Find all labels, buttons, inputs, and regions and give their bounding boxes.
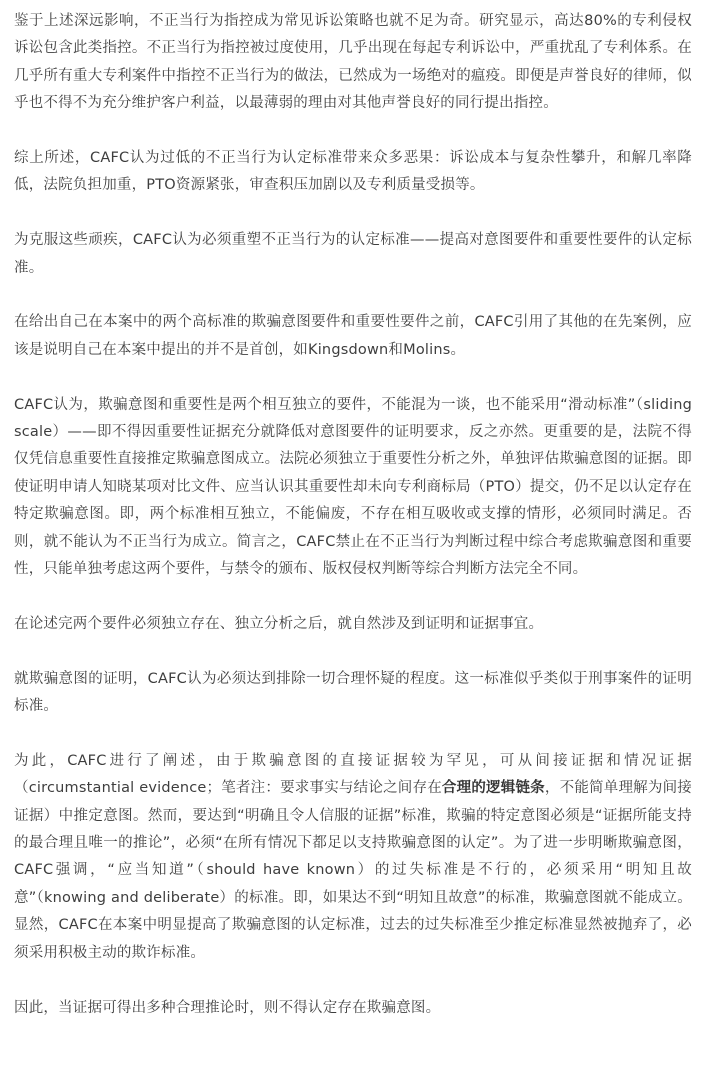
paragraph-3: 为克服这些顽疾，CAFC认为必须重塑不正当行为的认定标准——提高对意图要件和重要性要件的认定标准。 (14, 232, 692, 276)
paragraph-5: CAFC认为，欺骗意图和重要性是两个相互独立的要件，不能混为一谈，也不能采用“滑动标准”（sliding scale）——即不得因重要性证据充分就降低对意图要件的证明要求，反之亦然。更重要的是，法院不得仅凭信息重要性直接推定欺骗意图成立。法院必须独立于重要性分析之外，单独评估欺骗意图的证据。即使证明申请人知晓某项对比文件、应当认识其重要性却未向专利商标局（PTO）提交，仍不足以认定存在特定欺骗意图。即，两个标准相互独立，不能偏废，不存在相互吸收或支撑的情形，必须同时满足。否则，就不能认为不正当行为成立。简言之，CAFC禁止在不正当行为判断过程中综合考虑欺骗意图和重要性，只能单独考虑这两个要件，与禁令的颁布、版权侵权判断等综合判断方法完全不同。 (14, 396, 692, 578)
paragraph-1: 鉴于上述深远影响，不正当行为指控成为常见诉讼策略也就不足为奇。研究显示，高达80%的专利侵权诉讼包含此类指控。不正当行为指控被过度使用，几乎出现在每起专利诉讼中，严重扰乱了专利体系。在几乎所有重大专利案件中指控不正当行为的做法，已然成为一场绝对的瘟疫。即便是声誉良好的律师，似乎也不得不为充分维护客户利益，以最薄弱的理由对其他声誉良好的同行提出指控。 (14, 13, 692, 112)
article-body (14, 8, 692, 1022)
paragraph-2: 综上所述，CAFC认为过低的不正当行为认定标准带来众多恶果：诉讼成本与复杂性攀升，和解几率降低，法院负担加重，PTO资源紧张，审查积压加剧以及专利质量受损等。 (14, 150, 692, 194)
paragraph-4: 在给出自己在本案中的两个高标准的欺骗意图要件和重要性要件之前，CAFC引用了其他的在先案例，应该是说明自己在本案中提出的并不是首创，如Kingsdown和Molins。 (14, 314, 692, 358)
paragraph-7: 就欺骗意图的证明，CAFC认为必须达到排除一切合理怀疑的程度。这一标准似乎类似于刑事案件的证明标准。 (14, 670, 692, 715)
paragraph-8-text-after: ，不能简单理解为间接证据）中推定意图。然而，要达到“明确且令人信服的证据”标准，欺骗的特定意图必须是“证据所能支持的最合理且唯一的推论”，必须“在所有情况下都足以支持欺骗意图的认定”。为了进一步明晰欺骗意图，CAFC强调，“应当知道”（should have known）的过失标准是不行的，必须采用“明知且故意”（knowing and deliberate）的标准。即，如果达不到“明知且故意”的标准，欺骗意图就不能成立。显然，CAFC在本案中明显提高了欺骗意图的认定标准，过去的过失标准至少推定标准显然被抛弃了，必须采用积极主动的欺诈标准。 (14, 780, 693, 961)
bold-phrase: 合理的逻辑链条 (441, 780, 545, 797)
paragraph-9: 因此，当证据可得出多种合理推论时，则不得认定存在欺骗意图。 (14, 999, 441, 1016)
paragraph-6: 在论述完两个要件必须独立存在、独立分析之后，就自然涉及到证明和证据事宜。 (14, 615, 544, 632)
paragraph-8-text-before: 为此，CAFC进行了阐述，由于欺骗意图的直接证据较为罕见，可从间接证据和情况证据（circumstantial evidence；笔者注：要求事实与结论之间存在 (14, 752, 692, 797)
paragraph-8 (14, 748, 692, 967)
